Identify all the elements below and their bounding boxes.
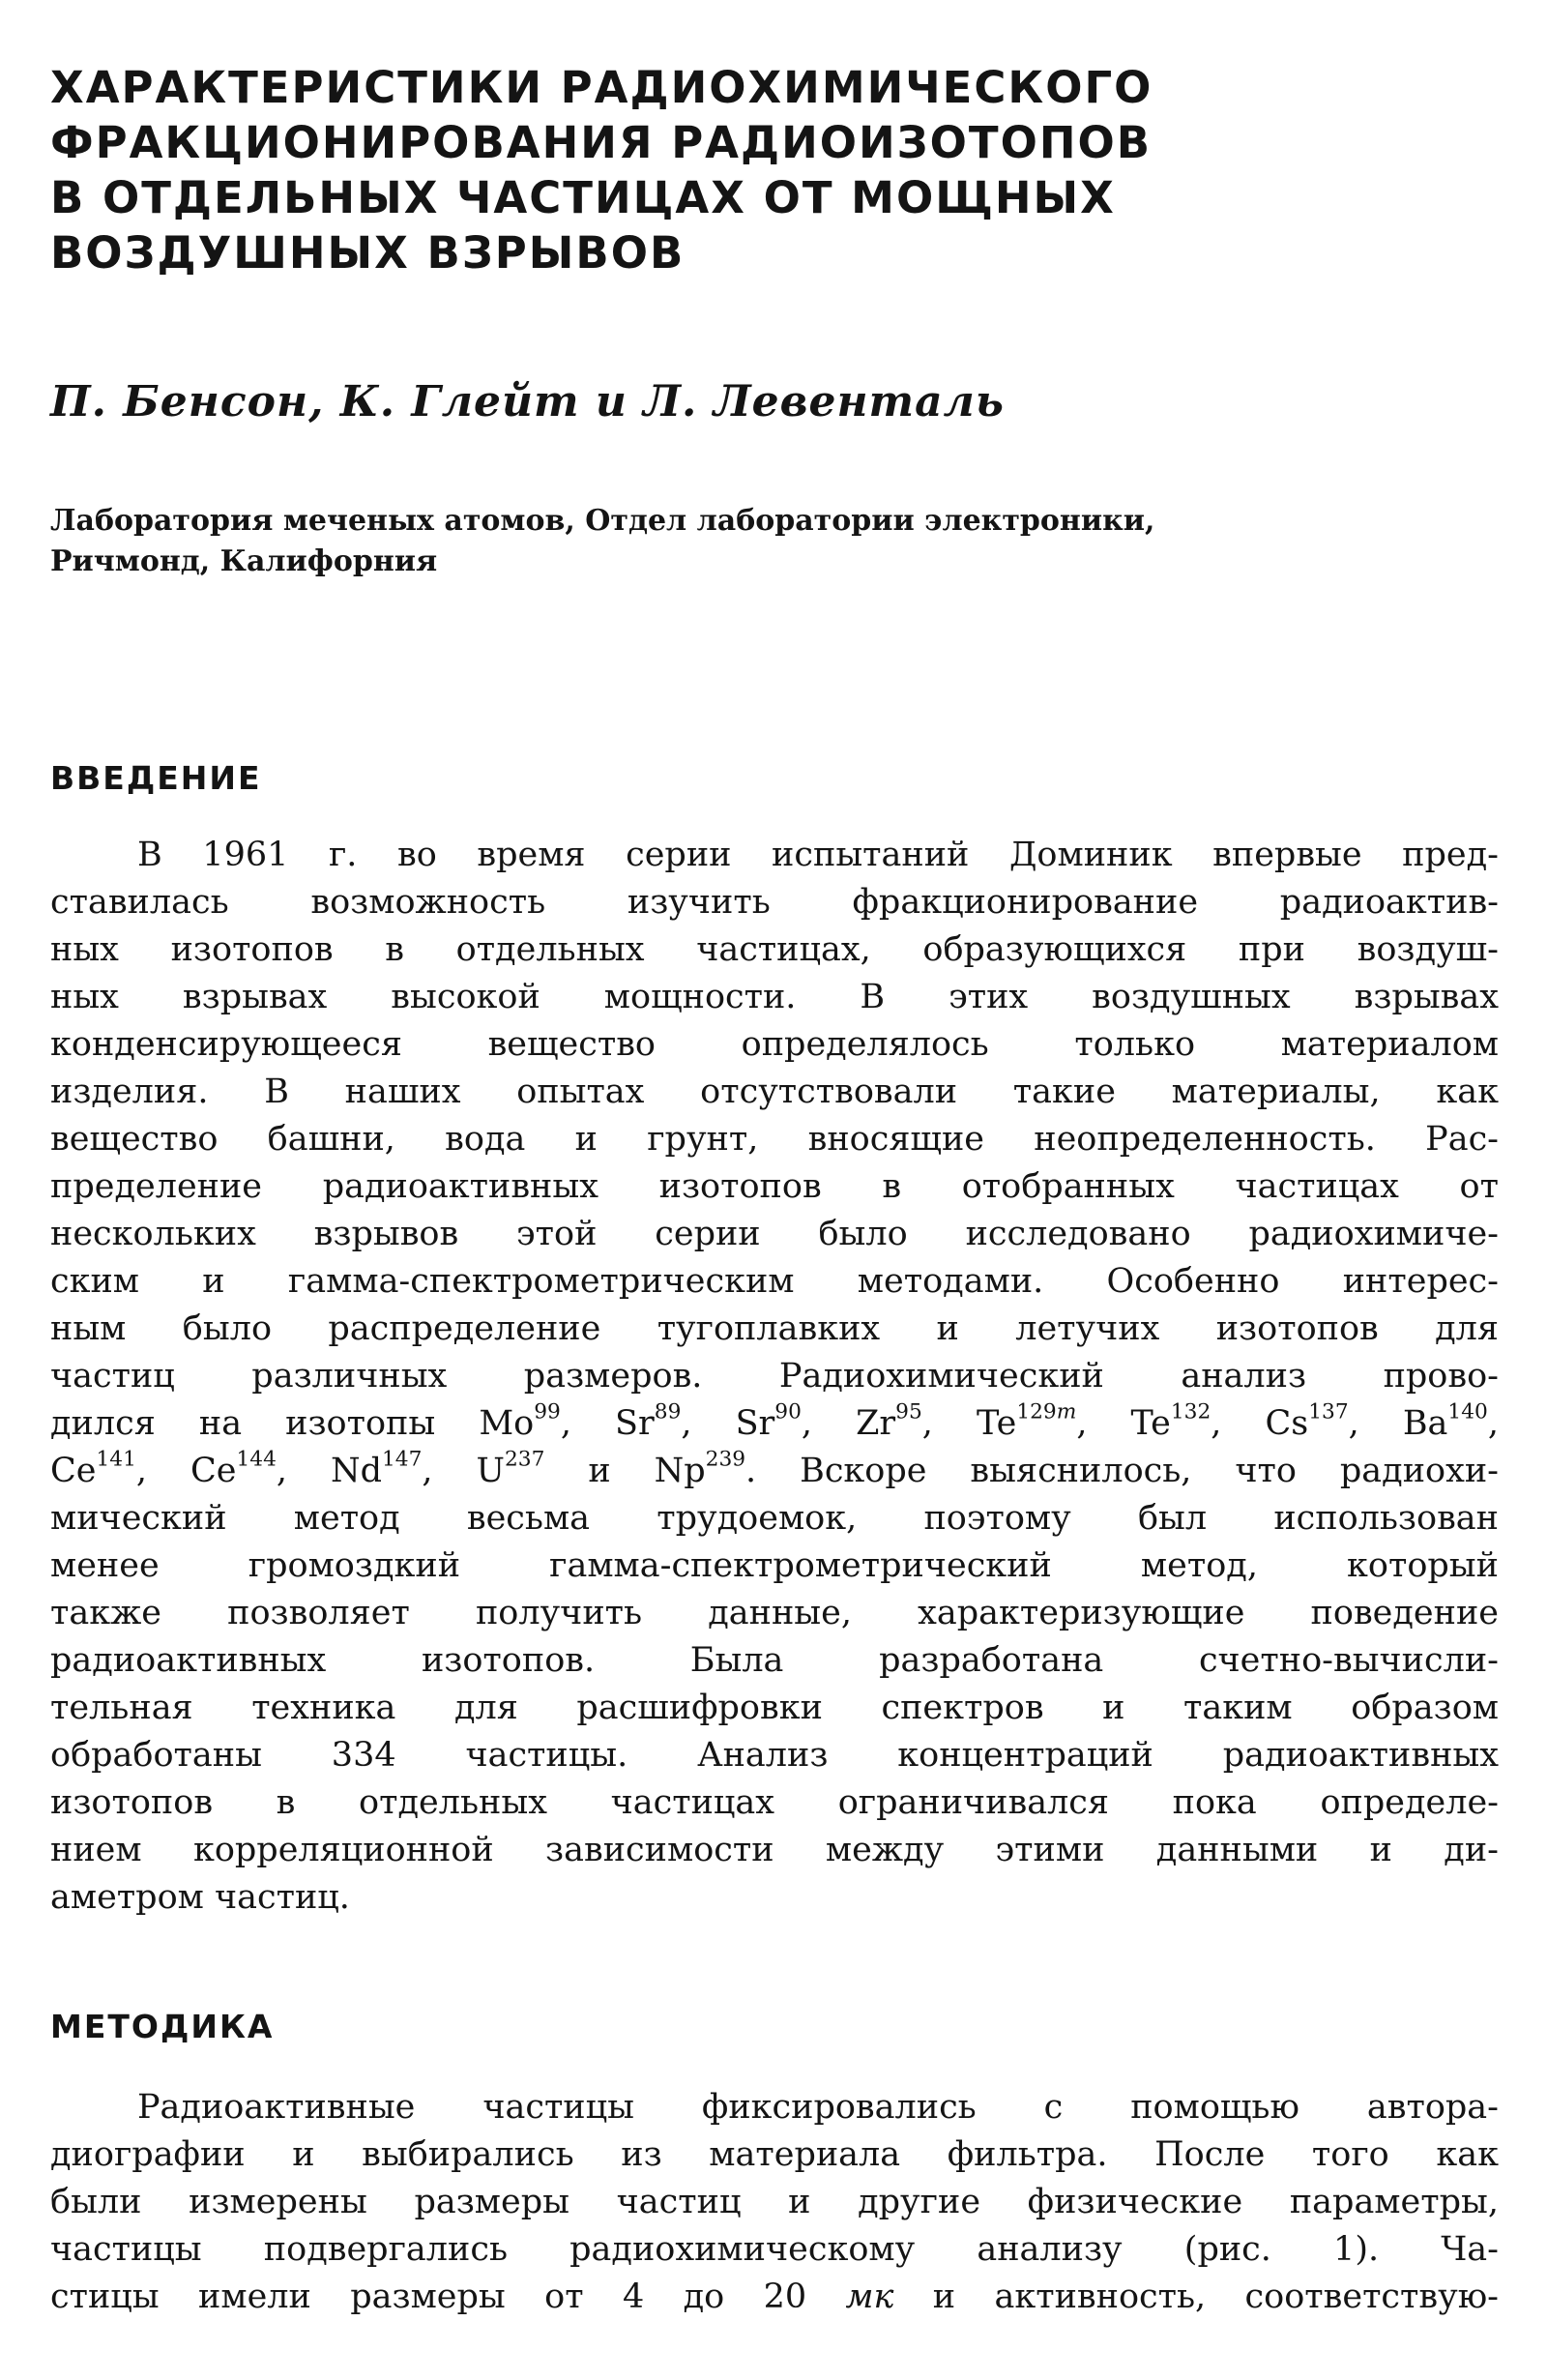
section-heading-methodology: МЕТОДИКА [50,2008,275,2045]
isotope-symbol: Np [654,1452,706,1490]
isotope-mass [534,1400,561,1425]
isotope-mass-number: 147 [382,1447,423,1472]
isotope-symbol: Te [976,1404,1017,1443]
text-line: нескольких взрывов этой серии было исследовано радиохимиче- [50,1215,1499,1253]
isotope [1402,1399,1488,1443]
text-line: пределение радиоактивных изотопов в отобранных частицах от [50,1167,1499,1206]
text-line: нием корреляционной зависимости между этими данными и ди- [50,1831,1499,1869]
isotope-mass-number: 132 [1170,1399,1211,1425]
isotope-symbol: Mo [479,1404,535,1443]
text-line: вещество башни, вода и грунт, вносящие неопределенность. Рас- [50,1120,1499,1159]
title-line: ХАРАКТЕРИСТИКИ РАДИОХИМИЧЕСКОГО [50,62,1153,113]
isotope [50,1447,136,1490]
isotope-mass [706,1448,745,1472]
isotope-mass-number: 129 [1016,1399,1057,1425]
text-line: также позволяет получить данные, характеризующие поведение [50,1594,1499,1632]
isotope-symbol: Nd [330,1452,382,1490]
text-fragment: и активность, соответствую- [893,2277,1499,2316]
text-line: частиц различных размеров. Радиохимический анализ прово- [50,1357,1499,1396]
isotope-symbol: Zr [856,1404,896,1443]
isotope-symbol: U [476,1452,505,1490]
isotope-mass [1171,1400,1211,1425]
isotope-mass-number: 89 [654,1399,682,1425]
text-line: ных взрывах высокой мощности. В этих воздушных взрывах [50,978,1499,1016]
title-line: ФРАКЦИОНИРОВАНИЯ РАДИОИЗОТОПОВ [50,117,1153,168]
affiliation-line: Ричмонд, Калифорния [50,544,438,578]
isotope [479,1399,561,1443]
text-line: ных изотопов в отдельных частицах, образующихся при воздуш- [50,930,1499,969]
text-line: тельная техника для расшифровки спектров и таким образом [50,1689,1499,1727]
isotope-mass-number: 99 [534,1399,561,1425]
isotope-mass-number: 239 [705,1447,746,1472]
text-line: обработаны 334 частицы. Анализ концентраций радиоактивных [50,1736,1499,1775]
isotope-mass-number: 90 [774,1399,802,1425]
isotope [976,1399,1077,1443]
isotope [615,1399,682,1443]
text-line: изделия. В наших опытах отсутствовали такие материалы, как [50,1072,1499,1111]
isotope-list-line: дился на изотопы Mo$^{99}$, Sr$^{89}$, Sr$^{90}$, Zr$^{95}$, $Te^{129m}$, Te$^{132}$, Cs$^{137}$, Ba$^{140}$, [50,1399,1499,1443]
text-line: радиоактивных изотопов. Была разработана счетно-вычисли- [50,1641,1499,1680]
isotope-symbol: Te [1130,1404,1171,1443]
text-line: конденсирующееся вещество определялось только материалом [50,1025,1499,1064]
isotope-metastable-mark: m [1056,1399,1077,1425]
isotope-symbol: Sr [735,1404,775,1443]
isotope-symbol: Ba [1402,1404,1448,1443]
text-line: менее громоздкий гамма-спектрометрический метод, который [50,1546,1499,1585]
isotope-symbol: Sr [615,1404,655,1443]
isotope-mass [236,1448,276,1472]
text-line: ским и гамма-спектрометрическим методами. Особенно интерес- [50,1262,1499,1301]
isotope [856,1399,922,1443]
text-fragment: и [544,1452,655,1490]
text-line: В 1961 г. во время серии испытаний Доминик впервые пред- [137,836,1499,874]
isotope-list-line: Ce$^{141}$, Ce$^{144}$, Nd$^{147}$, $U^{237}$ и Np$^{239}$. Вскоре выяснилось, что радиохи- [50,1447,1499,1490]
unit-micron: мк [845,2277,894,2316]
text-line: диографии и выбирались из материала фильтра. После того как [50,2135,1499,2174]
text-line [50,2274,1499,2321]
isotope-mass [97,1448,136,1472]
isotope [476,1447,545,1490]
text-line: были измерены размеры частиц и другие физические параметры, [50,2183,1499,2221]
isotope-symbol: Cs [1265,1404,1309,1443]
isotope-mass [774,1400,802,1425]
isotope-mass-number: 237 [504,1447,545,1472]
isotope [654,1447,746,1490]
isotope-mass [1016,1400,1076,1425]
isotope [1130,1399,1211,1443]
isotope-mass-number: 140 [1447,1399,1488,1425]
isotope-mass [655,1400,682,1425]
text-line: Радиоактивные частицы фиксировались с помощью автора- [137,2088,1499,2127]
isotope-mass [1447,1400,1487,1425]
isotope-mass [1308,1400,1348,1425]
text-line: ным было распределение тугоплавких и летучих изотопов для [50,1309,1499,1348]
isotope-mass-number: 137 [1308,1399,1349,1425]
article-title [50,60,1404,280]
isotope-mass-number: 95 [895,1399,922,1425]
isotope [330,1447,423,1490]
isotope [1265,1399,1349,1443]
text-fragment: стицы имели размеры от 4 до 20 [50,2277,846,2316]
text-line: частицы подвергались радиохимическому анализу (рис. 1). Ча- [50,2230,1499,2269]
text-line: аметром частиц. [50,1878,350,1917]
text-line: мический метод весьма трудоемок, поэтому был использован [50,1499,1499,1538]
title-line: ВОЗДУШНЫХ ВЗРЫВОВ [50,227,686,279]
affiliation [50,501,1404,582]
isotope-mass [382,1448,422,1472]
isotope-mass [895,1400,922,1425]
isotope-mass-number: 141 [96,1447,136,1472]
text-fragment: дился на изотопы [50,1404,480,1443]
text-line: изотопов в отдельных частицах ограничивался пока определе- [50,1783,1499,1822]
text-line: ставилась возможность изучить фракционирование радиоактив- [50,883,1499,922]
isotope [735,1399,802,1443]
section-heading-introduction: ВВЕДЕНИЕ [50,759,262,797]
affiliation-line: Лаборатория меченых атомов, Отдел лаборатории электроники, [50,504,1155,538]
isotope-symbol: Ce [190,1452,237,1490]
text-fragment: . Вскоре выяснилось, что радиохи- [745,1452,1499,1490]
isotope [190,1447,277,1490]
title-line: В ОТДЕЛЬНЫХ ЧАСТИЦАХ ОТ МОЩНЫХ [50,172,1116,223]
isotope-mass-number: 144 [236,1447,277,1472]
introduction-paragraph [50,832,1499,1922]
authors: П. Бенсон, К. Глейт и Л. Левенталь [50,377,1005,426]
isotope-symbol: Ce [50,1452,97,1490]
methodology-paragraph [50,2084,1499,2321]
isotope-mass [505,1448,544,1472]
